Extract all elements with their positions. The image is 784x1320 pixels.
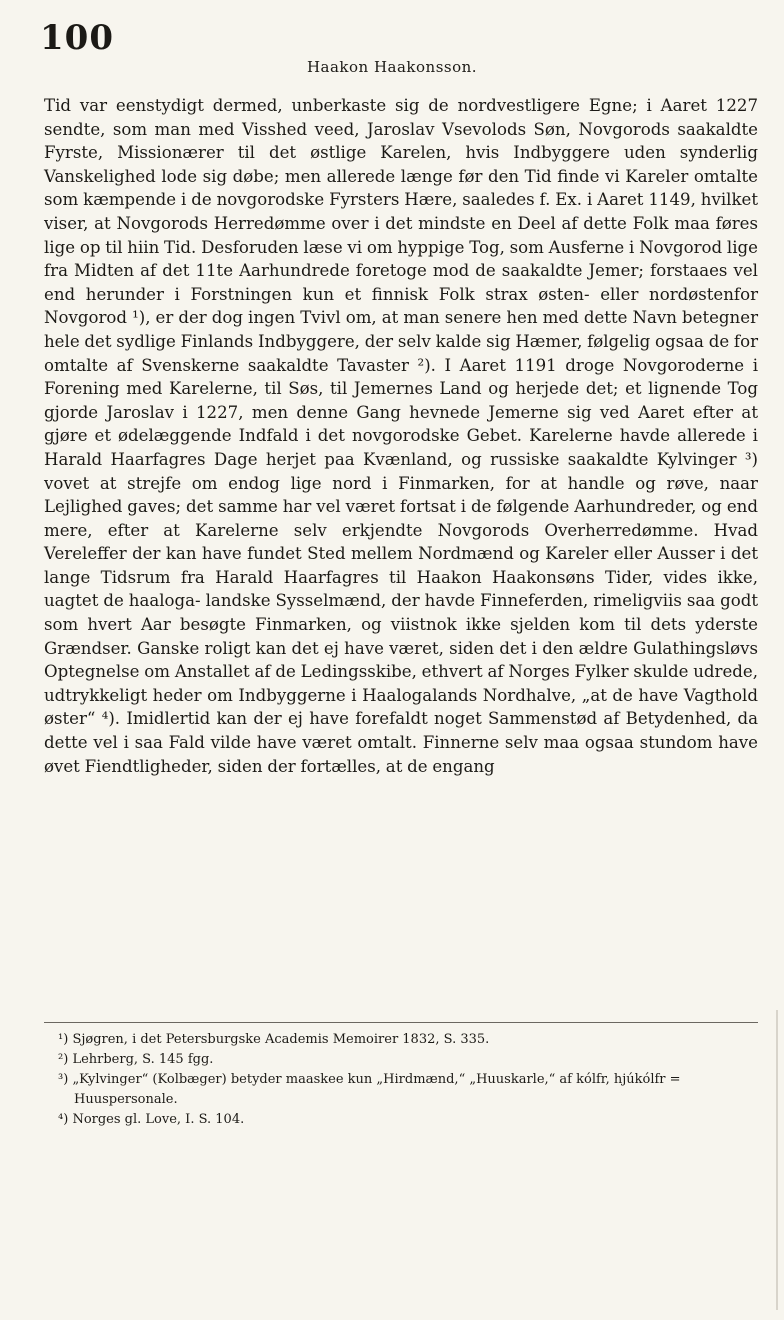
footnote-text: Lehrberg, S. 145 fgg. [72, 1052, 214, 1067]
main-text [44, 94, 758, 778]
footnotes [44, 1030, 758, 1130]
footnote-1 [44, 1030, 758, 1050]
footnote-mark: ³) [58, 1072, 69, 1087]
running-head: Haakon Haakonsson. [306, 58, 478, 76]
page-edge-shadow [776, 1010, 778, 1310]
main-paragraph: Tid var eenstydigt dermed, unberkaste sig de nordvestligere Egne; i Aaret 1227 sendte, som man med Visshed veed, Jaroslav Vsevolods Søn, Novgorods saakaldte Fyrste, Missionærer til det østlige Karelen, hvis Indbyggere uden synderlig Vanskelighed lode sig døbe; men allerede længe før den Tid finde vi Kareler omtalte som kæmpende i de novgorodske Fyrsters Hære, saaledes f. Ex. i Aaret 1149, hvilket viser, at Novgorods Herredømme over i det mindste en Deel af dette Folk maa føres lige op til hiin Tid. Desforuden læse vi om hyppige Tog, som Ausferne i Novgorod lige fra Midten af det 11te Aarhundrede foretoge mod de saakaldte Jemer; forstaaes vel end herunder i Forstningen kun et finnisk Folk strax østen- eller nordøstenfor Novgorod ¹), er der dog ingen Tvivl om, at man senere hen med dette Navn betegner hele det sydlige Finlands Indbyggere, der selv kalde sig Hæmer, følgelig ogsaa de for omtalte af Svenskerne saakaldte Tavaster ²). I Aaret 1191 droge Novgoroderne i Forening med Karelerne, til Søs, til Jemernes Land og herjede det; et lignende Tog gjorde Jaroslav i 1227, men denne Gang hevnede Jemerne sig ved Aaret efter at gjøre et ødelæggende Indfald i det novgorodske Gebet. Karelerne havde allerede i Harald Haarfagres Dage herjet paa Kvænland, og russiske saakaldte Kylvinger ³) vovet at strejfe om endog lige nord i Finmarken, for at handle og røve, naar Lejlighed gaves; det samme har vel været fortsat i de følgende Aarhundreder, og end mere, efter at Karelerne selv erkjendte Novgorods Overherredømme. Hvad Vereleffer der kan have fundet Sted mellem Nordmænd og Kareler eller Ausser i det lange Tidsrum fra Harald Haarfagres til Haakon Haakonsøns Tider, vides ikke, uagtet de haaloga- landske Sysselmænd, der havde Finneferden, rimeligviis saa godt som hvert Aar besøgte Finmarken, og viistnok ikke sjelden kom til dets yderste Grændser. Ganske roligt kan det ej have været, siden det i den ældre Gulathingsløvs Optegnelse om Anstallet af de Ledingsskibe, ethvert af Norges Fylker skulde udrede, udtrykkeligt heder om Indbyggerne i Haalogalands Nordhalve, „at de have Vagthold øster“ ⁴). Imidlertid kan der ej have forefaldt noget Sammenstød af Betydenhed, da dette vel i saa Fald vilde have været omtalt. Finnerne selv maa ogsaa stundom have øvet Fiendtligheder, siden der fortælles, at de engang [44, 96, 758, 776]
footnote-mark: ¹) [58, 1032, 69, 1047]
footnote-mark: ⁴) [58, 1112, 69, 1127]
footnote-text: Sjøgren, i det Petersburgske Academis Memoirer 1832, S. 335. [72, 1032, 490, 1047]
page-number: 100 [40, 18, 114, 58]
footnote-text: Norges gl. Love, I. S. 104. [72, 1112, 245, 1127]
footnote-3 [44, 1070, 758, 1110]
footnote-mark: ²) [58, 1052, 69, 1067]
footnote-2 [44, 1050, 758, 1070]
footnote-4 [44, 1110, 758, 1130]
footnote-divider [44, 1022, 758, 1023]
footnote-text: „Kylvinger“ (Kolbæger) betyder maaskee kun „Hirdmænd,“ „Huuskarle,“ af kólfr, hjúkólfr = Huuspersonale. [72, 1072, 681, 1107]
